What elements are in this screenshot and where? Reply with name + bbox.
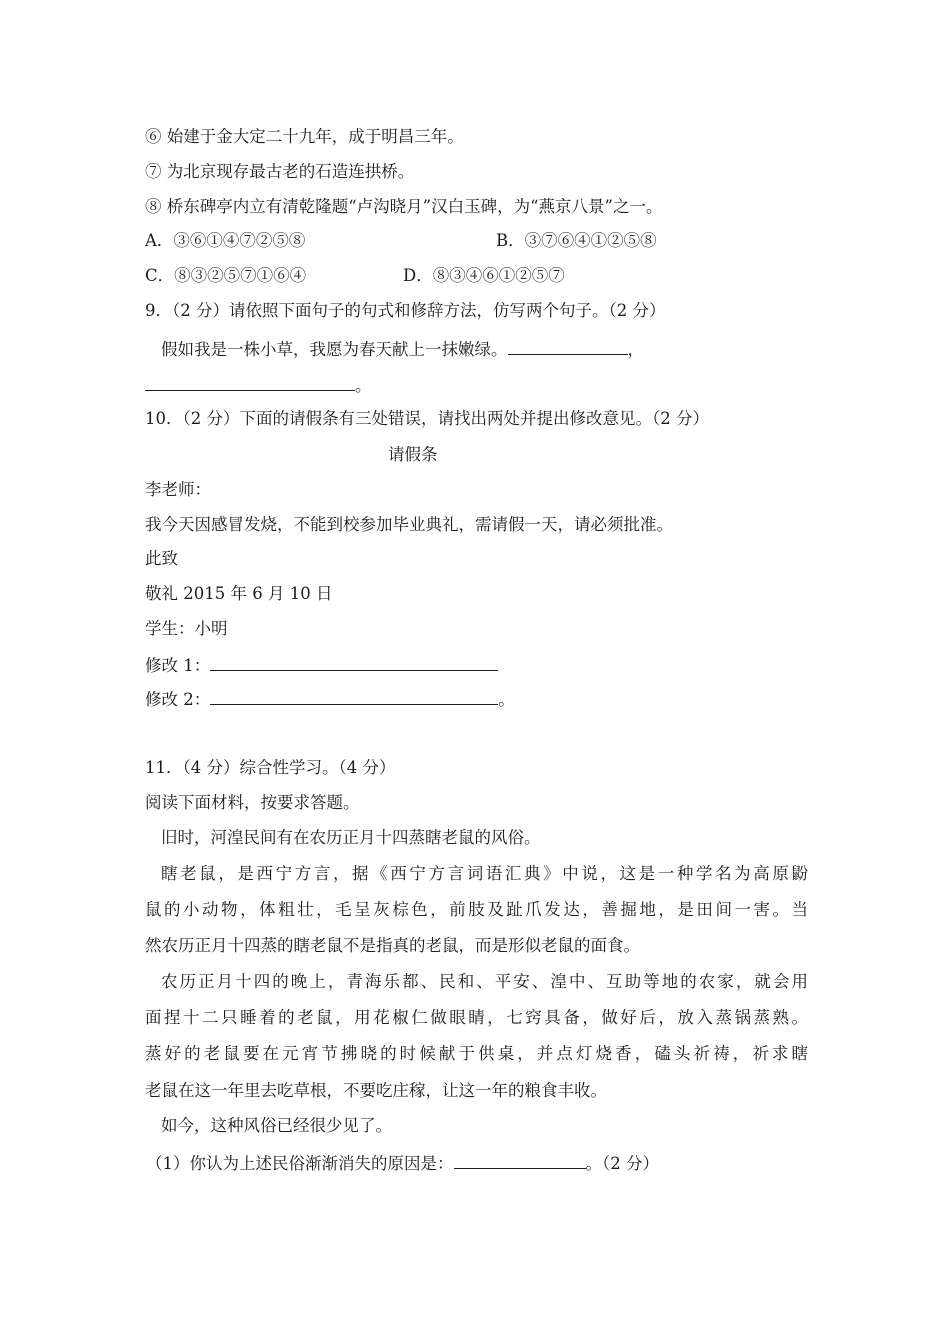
q11-p3-l1-text: 农历正月十四的晚上，青海乐都、民和、平安、湟中、互助等地的农家，就会用 — [161, 972, 808, 991]
q11-sub1-suffix: 。（2 分） — [585, 1154, 659, 1173]
q10-signature: 学生：小明 — [145, 619, 228, 638]
q9-example-line — [161, 336, 644, 362]
q9-blank-1 — [508, 336, 628, 355]
q11-paragraph-2-line-1 — [161, 862, 808, 886]
q10-fix-2-period: 。 — [498, 690, 515, 709]
q10-fix-1-blank[interactable] — [210, 652, 498, 671]
q11-sub1-blank[interactable] — [454, 1150, 586, 1169]
q10-fix-1-label: 修改 1： — [145, 656, 211, 675]
q9-comma: ， — [627, 340, 644, 359]
q11-paragraph-4: 如今，这种风俗已经很少见了。 — [161, 1116, 392, 1135]
q10-note-body: 我今天因感冒发烧，不能到校参加毕业典礼，需请假一天，请必须批准。 — [145, 515, 673, 534]
q10-fix-2-label: 修改 2： — [145, 690, 211, 709]
q11-paragraph-1: 旧时，河湟民间有在农历正月十四蒸瞎老鼠的风俗。 — [161, 828, 541, 847]
q11-sub1-prefix: （1）你认为上述民俗渐渐消失的原因是： — [146, 1154, 454, 1173]
q11-paragraph-2-line-2 — [145, 898, 808, 922]
q10-fix-1-line — [145, 652, 498, 678]
q9-blank-2 — [145, 372, 355, 391]
q9-period: 。 — [355, 376, 372, 395]
q11-instruction: 阅读下面材料，按要求答题。 — [145, 793, 360, 812]
q8-option-c: C．⑧③②⑤⑦①⑥④ — [145, 266, 307, 285]
q11-paragraph-3-line-1 — [161, 970, 808, 994]
q8-option-d: D．⑧③④⑥①②⑤⑦ — [403, 266, 565, 285]
q9-second-line — [145, 372, 372, 398]
q10-fix-2-line — [145, 686, 515, 712]
q9-stem: 9．（2 分）请依照下面句子的句式和修辞方法，仿写两个句子。（2 分） — [145, 301, 666, 320]
q11-p3-l2-text: 面捏十二只睡着的老鼠，用花椒仁做眼睛，七窍具备，做好后，放入蒸锅蒸熟。 — [145, 1008, 808, 1027]
q10-closing-2: 敬礼 2015 年 6 月 10 日 — [145, 584, 333, 603]
q11-paragraph-3-line-2 — [145, 1006, 808, 1030]
q8-item-6: ⑥ 始建于金大定二十九年，成于明昌三年。 — [145, 127, 464, 146]
q11-p2-l1-text: 瞎老鼠，是西宁方言，据《西宁方言词语汇典》中说，这是一种学名为高原鼢 — [161, 864, 808, 883]
q9-example: 假如我是一株小草，我愿为春天献上一抹嫩绿。 — [161, 340, 508, 359]
q11-paragraph-2-line-3: 然农历正月十四蒸的瞎老鼠不是指真的老鼠，而是形似老鼠的面食。 — [145, 936, 640, 955]
q10-closing-1: 此致 — [145, 549, 178, 568]
q11-paragraph-3-line-4: 老鼠在这一年里去吃草根，不要吃庄稼，让这一年的粮食丰收。 — [145, 1081, 607, 1100]
q11-paragraph-3-line-3 — [145, 1042, 808, 1066]
q10-salutation: 李老师： — [145, 480, 211, 499]
q11-stem: 11．（4 分）综合性学习。（4 分） — [145, 758, 396, 777]
q8-option-a: A．③⑥①④⑦②⑤⑧ — [145, 231, 306, 250]
q10-note-title: 请假条 — [388, 445, 438, 464]
q11-p2-l2-text: 鼠的小动物，体粗壮，毛呈灰棕色，前肢及趾爪发达，善掘地，是田间一害。当 — [145, 900, 808, 919]
q10-fix-2-blank[interactable] — [210, 686, 498, 705]
q11-p3-l3-text: 蒸好的老鼠要在元宵节拂晓的时候献于供桌，并点灯烧香，磕头祈祷，祈求瞎 — [145, 1044, 808, 1063]
q11-subquestion-1 — [146, 1150, 659, 1176]
q8-item-7: ⑦ 为北京现存最古老的石造连拱桥。 — [145, 162, 415, 181]
q8-item-8: ⑧ 桥东碑亭内立有清乾隆题“卢沟晓月”汉白玉碑，为“燕京八景”之一。 — [145, 197, 663, 216]
q8-option-b: B．③⑦⑥④①②⑤⑧ — [496, 231, 657, 250]
q10-stem: 10．（2 分）下面的请假条有三处错误，请找出两处并提出修改意见。（2 分） — [145, 409, 709, 428]
